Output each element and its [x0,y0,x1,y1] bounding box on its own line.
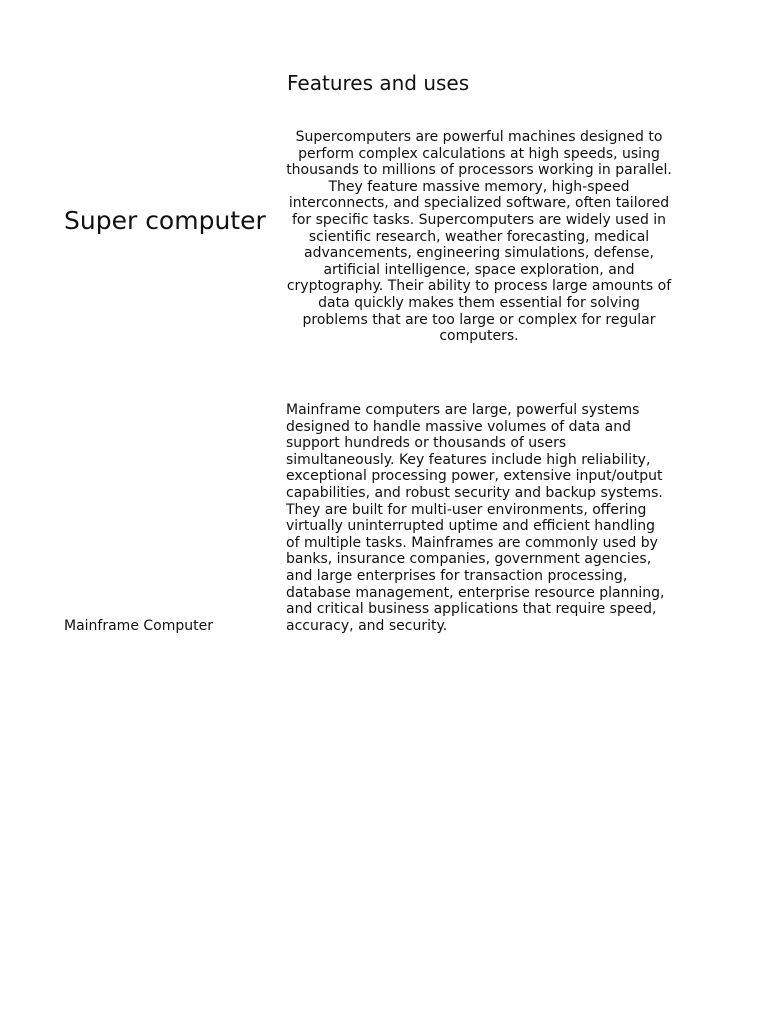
row-label-supercomputer: Super computer [64,206,266,235]
description-supercomputer: Supercomputers are powerful machines designed to perform complex calculations at high speeds, using thousands to millions of processors working in parallel. They feature massive memory, high-speed interconnects, and specialized software, often tailored for specific tasks. Supercomputers are widely used in scientific research, weather forecasting, medical advancements, engineering simulations, defense, artificial intelligence, space exploration, and cryptography. Their ability to process large amounts of data quickly makes them essential for solving problems that are too large or complex for regular computers. [286,129,672,345]
row-label-mainframe: Mainframe Computer [64,618,213,634]
page-title: Features and uses [287,71,470,95]
description-mainframe: Mainframe computers are large, powerful systems designed to handle massive volumes of data and support hundreds or thousands of users simultaneously. Key features include high reliability, exceptional processing power, extensive input/output capabilities, and robust security and backup systems. They are built for multi-user environments, offering virtually uninterrupted uptime and efficient handling of multiple tasks. Mainframes are commonly used by banks, insurance companies, government agencies, and large enterprises for transaction processing, database management, enterprise resource planning, and critical business applications that require speed, accuracy, and security. [286,402,665,634]
